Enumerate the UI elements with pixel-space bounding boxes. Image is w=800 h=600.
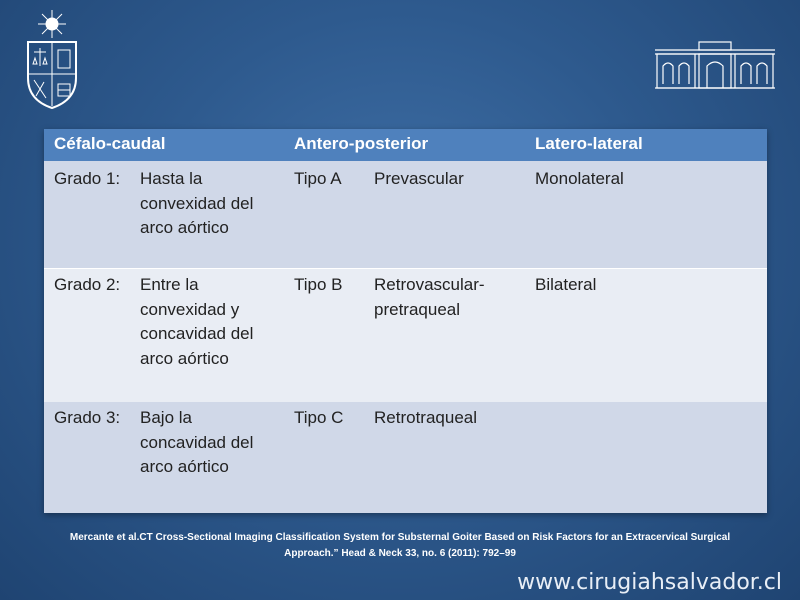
grade-description: Entre la convexidad y concavidad del arco aórtico [140,275,254,368]
lateral-label: Monolateral [535,169,624,188]
citation-footnote [60,530,740,562]
classification-table [44,129,767,513]
position-label: Prevascular [374,169,464,188]
type-label: Tipo C [294,408,344,427]
website-url: www.cirugiahsalvador.cl [517,570,782,595]
type-label: Tipo B [294,275,343,294]
position-label: Retrovascular- pretraqueal [374,275,485,319]
grade-label: Grado 2: [54,275,121,294]
position-label: Retrotraqueal [374,408,478,427]
type-label: Tipo A [294,169,342,188]
citation-line-1: Mercante et al.CT Cross-Sectional Imaging Classification System for Substernal Goiter Based on Risk Factors for an Extracervical Surgical [69,532,731,543]
table-row [44,402,767,513]
grade-label: Grado 3: [54,408,121,427]
hospital-building-logo [653,40,777,92]
table-row [44,268,767,403]
table-row [44,161,767,268]
header-cefalo-caudal: Céfalo-caudal [54,134,166,153]
grade-description: Bajo la concavidad del arco aórtico [140,408,254,476]
citation-line-2: Approach.” Head & Neck 33, no. 6 (2011): 792–99 [284,548,516,559]
grade-description: Hasta la convexidad del arco aórtico [140,169,254,237]
table-header-row [44,129,767,161]
header-antero-posterior: Antero-posterior [294,134,429,153]
lateral-label: Bilateral [535,275,597,294]
grade-label: Grado 1: [54,169,121,188]
header-latero-lateral: Latero-lateral [535,134,643,153]
university-crest-logo [24,8,82,110]
